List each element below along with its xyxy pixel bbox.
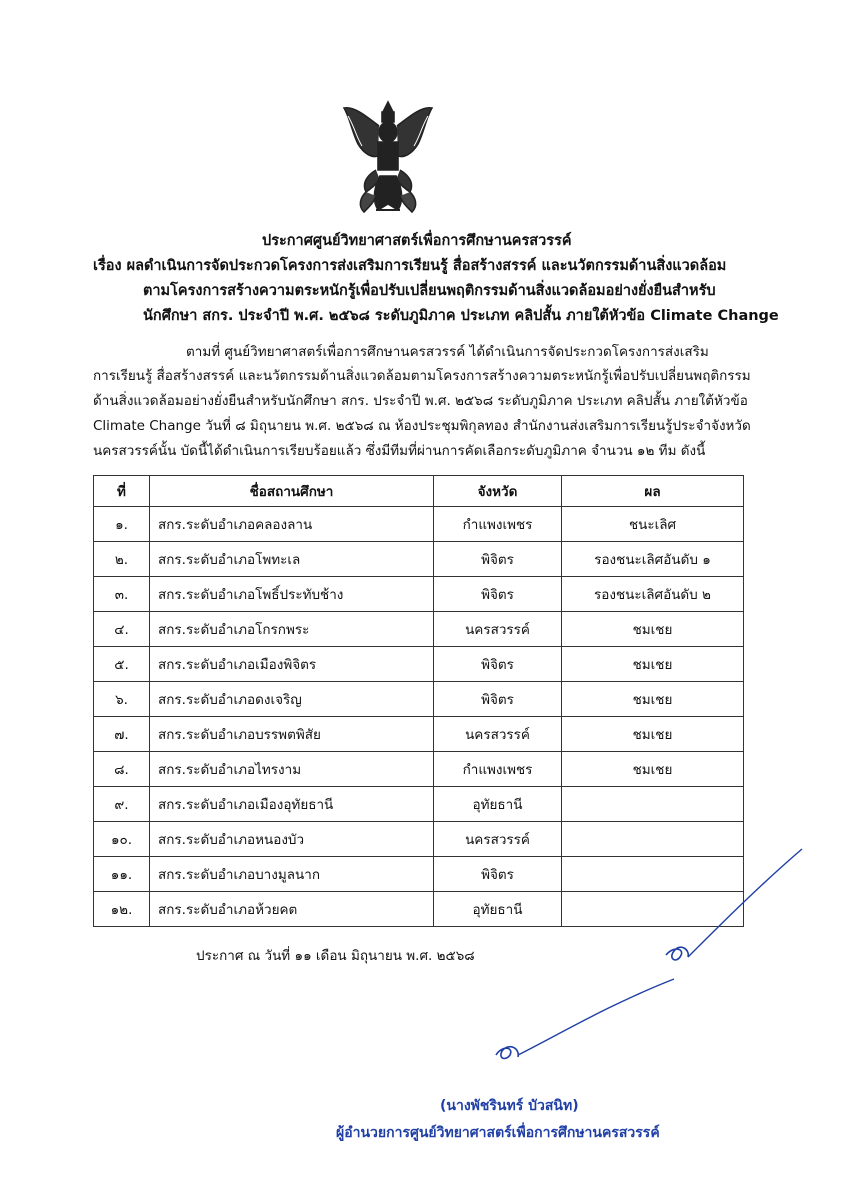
table-row	[94, 542, 744, 577]
province: พิจิตร	[434, 647, 562, 682]
header-province: จังหวัด	[434, 476, 562, 507]
row-number: ๗.	[94, 717, 150, 752]
province: พิจิตร	[434, 577, 562, 612]
table-row	[94, 647, 744, 682]
subject-line-2: ตามโครงการสร้างความตระหนักรู้เพื่อปรับเปลี่ยนพฤติกรรมด้านสิ่งแวดล้อมอย่างยั่งยืนสำหรับ	[143, 283, 716, 299]
school-name: สกร.ระดับอำเภอโพธิ์ประทับช้าง	[150, 577, 434, 612]
body-line-3: ด้านสิ่งแวดล้อมอย่างยั่งยืนสำหรับนักศึกษา สกร. ประจำปี พ.ศ. ๒๕๖๘ ระดับภูมิภาค ประเภท คลิปสั้น ภายใต้หัวข้อ	[93, 393, 748, 409]
table-row	[94, 822, 744, 857]
table-row	[94, 682, 744, 717]
announcement-date: ประกาศ ณ วันที่ ๑๑ เดือน มิถุนายน พ.ศ. ๒๕๖๘	[196, 948, 475, 964]
school-name: สกร.ระดับอำเภอคลองลาน	[150, 507, 434, 542]
header-result: ผล	[562, 476, 744, 507]
results-table	[93, 475, 744, 927]
school-name: สกร.ระดับอำเภอดงเจริญ	[150, 682, 434, 717]
row-number: ๑.	[94, 507, 150, 542]
subject-line-3: นักศึกษา สกร. ประจำปี พ.ศ. ๒๕๖๘ ระดับภูมิภาค ประเภท คลิปสั้น ภายใต้หัวข้อ Climate Change	[143, 308, 779, 324]
province: กำแพงเพชร	[434, 507, 562, 542]
result: ชมเชย	[562, 752, 744, 787]
province: อุทัยธานี	[434, 892, 562, 927]
province: กำแพงเพชร	[434, 752, 562, 787]
result: ชมเชย	[562, 682, 744, 717]
province: พิจิตร	[434, 682, 562, 717]
table-row	[94, 577, 744, 612]
initial-signature-icon	[660, 845, 810, 975]
school-name: สกร.ระดับอำเภอไทรงาม	[150, 752, 434, 787]
table-row	[94, 857, 744, 892]
announcement-issuer: ประกาศศูนย์วิทยาศาสตร์เพื่อการศึกษานครสวรรค์	[262, 233, 572, 249]
subject-line-1: เรื่อง ผลดำเนินการจัดประกวดโครงการส่งเสริมการเรียนรู้ สื่อสร้างสรรค์ และนวัตกรรมด้านสิ่งแวดล้อม	[93, 258, 727, 274]
table-row	[94, 717, 744, 752]
row-number: ๘.	[94, 752, 150, 787]
table-header-row	[94, 476, 744, 507]
table-row	[94, 507, 744, 542]
body-line-2: การเรียนรู้ สื่อสร้างสรรค์ และนวัตกรรมด้านสิ่งแวดล้อมตามโครงการสร้างความตระหนักรู้เพื่อปรับเปลี่ยนพฤติกรรม	[93, 368, 751, 384]
row-number: ๑๑.	[94, 857, 150, 892]
table-row	[94, 752, 744, 787]
main-signature-icon	[488, 975, 678, 1065]
body-line-1: ตามที่ ศูนย์วิทยาศาสตร์เพื่อการศึกษานครสวรรค์ ได้ดำเนินการจัดประกวดโครงการส่งเสริม	[186, 344, 709, 360]
header-number: ที่	[94, 476, 150, 507]
row-number: ๕.	[94, 647, 150, 682]
signer-name: (นางพัชรินทร์ บัวสนิท)	[440, 1098, 579, 1114]
table-row	[94, 612, 744, 647]
province: พิจิตร	[434, 857, 562, 892]
province: นครสวรรค์	[434, 612, 562, 647]
body-line-5: นครสวรรค์นั้น บัดนี้ได้ดำเนินการเรียบร้อยแล้ว ซึ่งมีทีมที่ผ่านการคัดเลือกระดับภูมิภาค จำนวน ๑๒ ทีม ดังนี้	[93, 443, 706, 459]
table-row	[94, 892, 744, 927]
province: นครสวรรค์	[434, 822, 562, 857]
garuda-emblem-icon	[336, 96, 440, 218]
signer-position: ผู้อำนวยการศูนย์วิทยาศาสตร์เพื่อการศึกษานครสวรรค์	[336, 1125, 660, 1141]
result: ชนะเลิศ	[562, 507, 744, 542]
body-line-4: Climate Change วันที่ ๘ มิถุนายน พ.ศ. ๒๕๖๘ ณ ห้องประชุมพิกุลทอง สำนักงานส่งเสริมการเรียนรู้ประจำจังหวัด	[93, 418, 751, 434]
school-name: สกร.ระดับอำเภอโกรกพระ	[150, 612, 434, 647]
header-school: ชื่อสถานศึกษา	[150, 476, 434, 507]
school-name: สกร.ระดับอำเภอหนองบัว	[150, 822, 434, 857]
table-row	[94, 787, 744, 822]
school-name: สกร.ระดับอำเภอห้วยคต	[150, 892, 434, 927]
row-number: ๓.	[94, 577, 150, 612]
school-name: สกร.ระดับอำเภอบรรพตพิสัย	[150, 717, 434, 752]
result	[562, 787, 744, 822]
school-name: สกร.ระดับอำเภอเมืองอุทัยธานี	[150, 787, 434, 822]
row-number: ๑๒.	[94, 892, 150, 927]
result: ชมเชย	[562, 647, 744, 682]
row-number: ๑๐.	[94, 822, 150, 857]
school-name: สกร.ระดับอำเภอโพทะเล	[150, 542, 434, 577]
province: พิจิตร	[434, 542, 562, 577]
result: ชมเชย	[562, 717, 744, 752]
row-number: ๖.	[94, 682, 150, 717]
result: ชมเชย	[562, 612, 744, 647]
row-number: ๔.	[94, 612, 150, 647]
province: อุทัยธานี	[434, 787, 562, 822]
row-number: ๒.	[94, 542, 150, 577]
school-name: สกร.ระดับอำเภอบางมูลนาก	[150, 857, 434, 892]
result: รองชนะเลิศอันดับ ๒	[562, 577, 744, 612]
result: รองชนะเลิศอันดับ ๑	[562, 542, 744, 577]
province: นครสวรรค์	[434, 717, 562, 752]
school-name: สกร.ระดับอำเภอเมืองพิจิตร	[150, 647, 434, 682]
row-number: ๙.	[94, 787, 150, 822]
